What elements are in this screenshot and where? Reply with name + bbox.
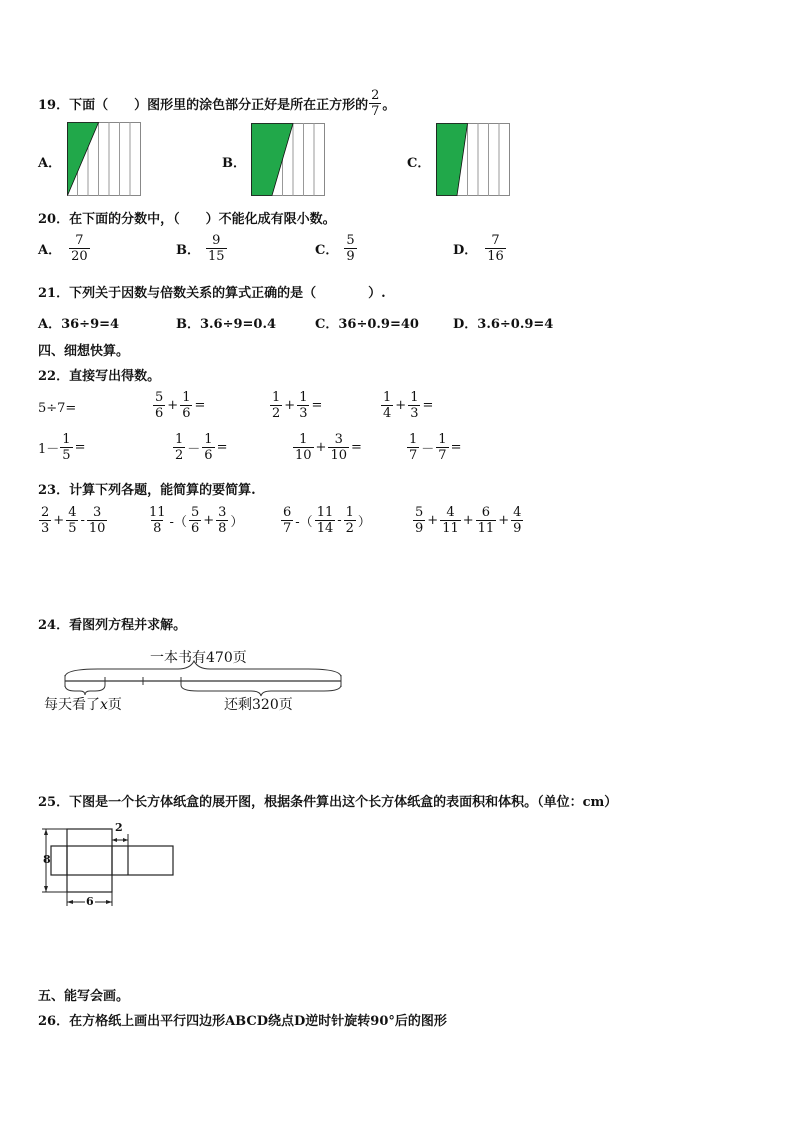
q25-net-figure bbox=[38, 820, 178, 912]
q25-stem: 25．下图是一个长方体纸盒的展开图，根据条件算出这个长方体纸盒的表面积和体积。（单位：cm） bbox=[38, 795, 618, 810]
q22-r2c1: 1－ $\frac{1}{5}$ = bbox=[38, 432, 86, 463]
q19-option-a-label: A． bbox=[38, 156, 62, 171]
q23-expr-1: $\frac{2}{3}$ + $\frac{4}{5}$ - $\frac{3}{10}$ bbox=[41, 505, 106, 536]
section-5-heading: 五、能写会画。 bbox=[38, 989, 130, 1004]
q22-r2c3: $\frac{1}{10}$ + $\frac{3}{10}$ = bbox=[295, 432, 362, 463]
q23-expr-4: $\frac{5}{9}$ + $\frac{4}{11}$ + $\frac{6}{11}$ + $\frac{4}{9}$ bbox=[415, 505, 522, 536]
q22-r1c2: $\frac{5}{6}$ + $\frac{1}{6}$ = bbox=[155, 390, 206, 421]
q20-d-den: 16 bbox=[487, 249, 504, 264]
q20-b-den: 15 bbox=[208, 249, 225, 264]
q21-option-d: D．3.6÷0.9=4 bbox=[453, 317, 554, 332]
q20-c-den: 9 bbox=[346, 249, 355, 264]
q20-option-b bbox=[176, 233, 228, 264]
q24-top-label: 一本书有470页 bbox=[150, 650, 247, 666]
q21-option-b: B．3.6÷9=0.4 bbox=[176, 317, 277, 332]
q19-option-a-figure bbox=[67, 122, 142, 196]
q20-d-num: 7 bbox=[491, 233, 500, 248]
q20-a-den: 20 bbox=[71, 249, 88, 264]
q24-left-label-text: 每天看了 bbox=[44, 697, 100, 713]
q19-stem bbox=[38, 88, 395, 119]
q20-option-c bbox=[315, 233, 358, 264]
q25-dim-8: 8 bbox=[43, 853, 51, 866]
q24-left-label-unit: 页 bbox=[107, 697, 122, 713]
q22-r2c2: $\frac{1}{2}$ － $\frac{1}{6}$ = bbox=[175, 432, 228, 463]
q20-d-fraction bbox=[485, 233, 506, 264]
q22-r2c4: $\frac{1}{7}$ － $\frac{1}{7}$ = bbox=[409, 432, 462, 463]
q20-a-num: 7 bbox=[75, 233, 84, 248]
q25-dim-2: 2 bbox=[115, 821, 123, 834]
q24-line-diagram bbox=[38, 641, 348, 721]
q20-b-label: B． bbox=[176, 243, 200, 258]
q20-a-label: A． bbox=[38, 243, 62, 258]
q22-stem: 22．直接写出得数。 bbox=[38, 369, 161, 384]
q21-option-a: A．36÷9=4 bbox=[38, 317, 120, 332]
q20-c-fraction bbox=[344, 233, 356, 264]
q26-stem: 26．在方格纸上画出平行四边形ABCD绕点D逆时针旋转90°后的图形 bbox=[38, 1014, 447, 1029]
q19-option-c-label: C． bbox=[407, 156, 431, 171]
q20-b-fraction bbox=[206, 233, 227, 264]
q23-stem: 23．计算下列各题，能简算的要简算. bbox=[38, 483, 256, 498]
q21-option-c: C．36÷0.9=40 bbox=[315, 317, 419, 332]
q20-a-fraction bbox=[69, 233, 90, 264]
q19-option-b-figure bbox=[251, 123, 326, 196]
q20-option-d bbox=[453, 233, 507, 264]
q22-r1c4: $\frac{1}{4}$ + $\frac{1}{3}$ = bbox=[383, 390, 434, 421]
q19-option-b-label: B． bbox=[222, 156, 246, 171]
q24-stem: 24．看图列方程并求解。 bbox=[38, 618, 187, 633]
q24-left-label bbox=[44, 694, 122, 714]
q20-option-a bbox=[38, 233, 91, 264]
q20-stem: 20．在下面的分数中，（ ）不能化成有限小数。 bbox=[38, 212, 336, 227]
q24-right-label: 还剩320页 bbox=[224, 697, 293, 713]
q20-b-num: 9 bbox=[212, 233, 221, 248]
q23-expr-2: $\frac{11}{8}$ -（ $\frac{5}{6}$ + $\frac{3}{8}$ ） bbox=[149, 505, 244, 536]
q19-fraction bbox=[369, 88, 381, 119]
q21-stem: 21．下列关于因数与倍数关系的算式正确的是（ ）. bbox=[38, 286, 386, 301]
q19-option-c-figure bbox=[436, 123, 511, 196]
q22-r1c3: $\frac{1}{2}$ + $\frac{1}{3}$ = bbox=[272, 390, 323, 421]
section-4-heading: 四、细想快算。 bbox=[38, 344, 130, 359]
q19-text: 19．下面（ ）图形里的涂色部分正好是所在正方形的 bbox=[38, 98, 369, 113]
q19-end: 。 bbox=[382, 98, 396, 113]
q19-frac-den: 7 bbox=[371, 104, 380, 119]
q25-net-diagram bbox=[38, 820, 178, 912]
q20-c-num: 5 bbox=[346, 233, 355, 248]
q25-dim-6: 6 bbox=[86, 895, 94, 908]
q20-c-label: C． bbox=[315, 243, 339, 258]
q22-r1c1: 5÷7= bbox=[38, 401, 77, 416]
q24-left-label-variable: x bbox=[100, 697, 108, 713]
q20-d-label: D． bbox=[453, 243, 478, 258]
q23-expr-3: $\frac{6}{7}$ -（ $\frac{11}{14}$ - $\frac{1}{2}$ ） bbox=[283, 505, 371, 536]
q19-frac-num: 2 bbox=[371, 88, 380, 103]
